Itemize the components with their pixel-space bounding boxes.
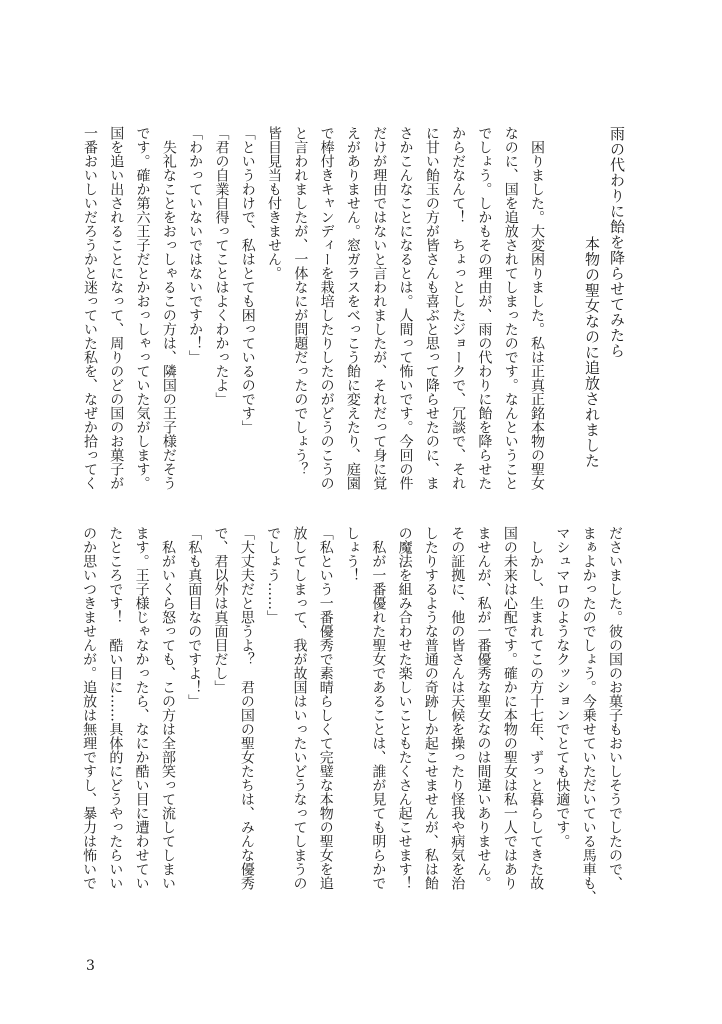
text-column: 私が一番優れた聖女であることは、誰が見ても明らかで	[370, 526, 387, 890]
text-column: 困りました。大変困りました。私は正真正銘本物の聖女	[529, 126, 545, 490]
chapter-title: 雨の代わりに飴を降らせてみたら	[608, 126, 626, 359]
text-column: からだなんて！ ちょっとしたジョークで、冗談で、それ	[450, 126, 467, 490]
text-column: さかこんなことになるとは。人間って怖いです。今回の件	[397, 126, 414, 490]
text-column: したりするような普通の奇跡しか起こせませんが、私は飴	[422, 526, 439, 890]
chapter-subtitle: 本物の聖女なのに追放されました	[583, 236, 601, 469]
text-column: 「私という一番優秀で素晴らしくて完璧な本物の聖女を追	[317, 526, 334, 890]
text-column: ださいました。彼の国のお菓子もおいしそうでしたので、	[607, 526, 623, 890]
text-column: 「私も真面目なのですよ！」	[186, 526, 203, 708]
text-column: 「わかっていないではないですか！」	[187, 126, 204, 364]
text-column: 一番おいしいだろうかと迷っていた私を、なぜか拾ってく	[81, 126, 98, 490]
text-column: 失礼なことをおっしゃるこの方は、隣国の王子様だそう	[160, 126, 177, 490]
text-column: 国を追い出されることになって、周りのどの国のお菓子が	[108, 126, 125, 490]
text-column: 私がいくら怒っても、この方は全部笑って流してしまい	[159, 526, 176, 890]
text-column: えがありません。窓ガラスをべっこう飴に変えたり、庭園	[344, 126, 361, 490]
text-column: のか思いつきませんが。追放は無理ですし、暴力は怖いで	[81, 526, 98, 890]
text-column: なのに、国を追放されてしまったのです。なんということ	[502, 126, 519, 490]
text-column: ませんが、私が一番優秀な聖女なのは間違いありません。	[475, 526, 492, 890]
text-column: でしょう……」	[265, 526, 282, 624]
lower-tier-text	[76, 526, 628, 904]
text-column: マシュマロのようなクッションでとても快適です。	[554, 526, 571, 848]
text-column: と言われましたが、一体なにが問題だったのでしょう？	[292, 126, 309, 476]
text-column: 「大丈夫だと思うよ？ 君の国の聖女たちは、みんな優秀	[238, 526, 255, 890]
text-column: 「君の自業自得ってことはよくわかったよ」	[213, 126, 230, 406]
text-column: だけが理由ではないと言われましたが、それだって身に覚	[371, 126, 388, 490]
text-column: しょう！	[344, 526, 361, 582]
page-number: 3	[86, 958, 95, 974]
upper-tier-text	[77, 126, 550, 494]
text-column: で棒付きキャンディーを栽培したりしたのがどうのこうの	[318, 126, 335, 490]
text-column: で、君以外は真面目だし」	[212, 526, 229, 694]
text-column: その証拠に、他の皆さんは天候を操ったり怪我や病気を治	[449, 526, 466, 890]
text-column: 国の未来は心配です。確かに本物の聖女は私一人ではあり	[501, 526, 518, 890]
text-column: しかし、生まれてこの方十七年、ずっと暮らしてきた故	[528, 526, 545, 890]
text-column: たところです！ 酷い目に……具体的にどうやったらいい	[107, 526, 124, 890]
text-column: です。確か第六王子だとかおっしゃっていた気がします。	[134, 126, 151, 490]
text-column: 「というわけで、私はとても困っているのです」	[239, 126, 256, 434]
text-column: に甘い飴玉の方が皆さんも喜ぶと思って降らせたのに、ま	[423, 126, 440, 490]
text-column: でしょう。しかもその理由が、雨の代わりに飴を降らせた	[476, 126, 493, 490]
text-column: まぁよかったのでしょう。今乗せていただいている馬車も、	[580, 526, 597, 904]
text-column: ます。王子様じゃなかったら、なにか酷い目に遭わせてい	[133, 526, 150, 890]
text-column: 皆目見当も付きません。	[266, 126, 283, 280]
text-column: の魔法を組み合わせた楽しいこともたくさん起こせます！	[396, 526, 413, 890]
text-column: 放してしまって、我が故国はいったいどうなってしまうの	[291, 526, 308, 890]
